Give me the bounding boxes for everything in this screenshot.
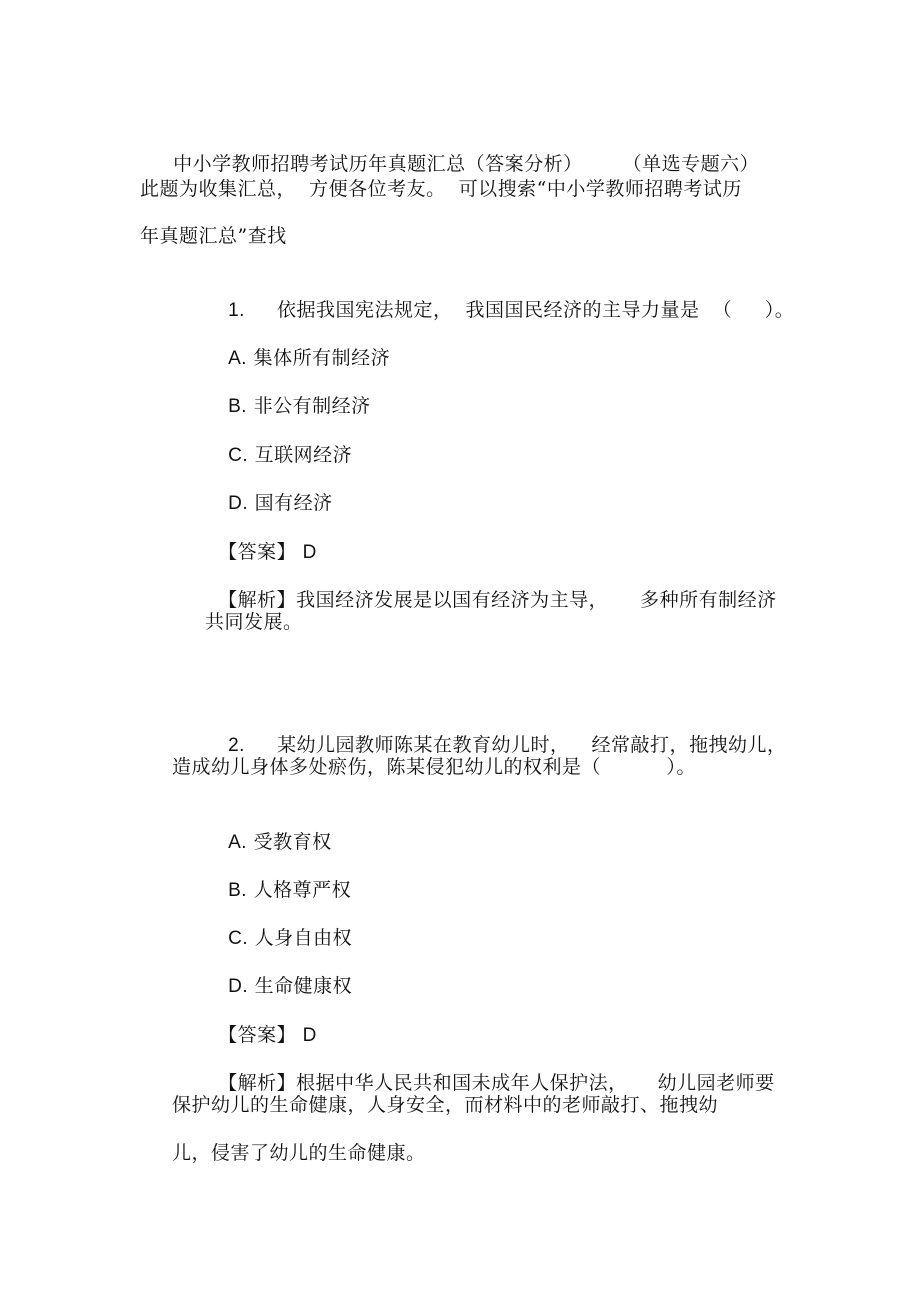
option-letter: D. xyxy=(228,976,249,997)
question-2-option-c xyxy=(215,899,352,952)
analysis-text-cont: 幼儿园老师要 xyxy=(657,1072,775,1094)
question-2-stem xyxy=(215,706,786,759)
option-text: 生命健康权 xyxy=(254,975,353,997)
question-2-analysis-line-2: 保护幼儿的生命健康，人身安全，而材料中的老师敲打、拖拽幼 xyxy=(172,1094,719,1116)
question-2-option-a xyxy=(215,803,332,856)
option-text: 受教育权 xyxy=(253,831,332,853)
question-1-stem-text: 依据我国宪法规定， 我国国民经济的主导力量是 （ ）。 xyxy=(276,299,795,321)
intro-line-2: 年真题汇总”查找 xyxy=(140,225,287,247)
option-letter: B. xyxy=(228,880,248,901)
answer-value: D xyxy=(302,542,317,563)
question-1-option-b xyxy=(215,367,371,420)
question-1-option-a xyxy=(215,319,390,372)
question-1-answer xyxy=(205,513,317,566)
option-letter: C. xyxy=(228,445,249,466)
question-1-analysis-line-2: 共同发展。 xyxy=(205,611,303,633)
document-title xyxy=(160,125,759,177)
question-2-stem-text: 某幼儿园教师陈某在教育幼儿时， xyxy=(276,734,570,756)
intro-line-1: 此题为收集汇总， 方便各位考友。 可以搜索“中小学教师招聘考试历 xyxy=(140,178,742,200)
answer-label: 【答案】 xyxy=(218,1024,297,1046)
question-1-stem xyxy=(215,271,794,324)
option-text: 国有经济 xyxy=(254,492,333,514)
analysis-text: 根据中华人民共和国未成年人保护法， xyxy=(296,1072,628,1094)
analysis-text-cont: 多种所有制经济 xyxy=(640,589,777,611)
option-text: 集体所有制经济 xyxy=(253,347,391,369)
option-letter: C. xyxy=(228,928,249,949)
question-2-analysis-line-3: 儿，侵害了幼儿的生命健康。 xyxy=(172,1142,426,1164)
question-2-stem-text-cont: 经常敲打，拖拽幼儿， xyxy=(591,734,787,756)
question-1-option-c xyxy=(215,416,352,469)
option-text: 非公有制经济 xyxy=(253,395,371,417)
question-2-stem-line-2: 造成幼儿身体多处瘀伤，陈某侵犯幼儿的权利是（ ）。 xyxy=(172,756,696,778)
option-text: 人身自由权 xyxy=(254,927,353,949)
question-2-analysis xyxy=(205,1044,775,1096)
option-letter: D. xyxy=(228,493,249,514)
question-2-option-b xyxy=(215,851,351,904)
question-1-analysis xyxy=(205,561,777,613)
question-1-option-d xyxy=(215,464,333,517)
analysis-label: 【解析】 xyxy=(218,589,297,611)
option-letter: A. xyxy=(228,832,248,853)
answer-label: 【答案】 xyxy=(218,541,297,563)
option-letter: A. xyxy=(228,348,248,369)
option-letter: B. xyxy=(228,396,248,417)
option-text: 人格尊严权 xyxy=(253,879,352,901)
question-2-option-d xyxy=(215,947,352,1000)
title-main: 中小学教师招聘考试历年真题汇总（答案分析） xyxy=(173,153,583,175)
option-text: 互联网经济 xyxy=(254,444,353,466)
answer-value: D xyxy=(302,1025,317,1046)
analysis-text: 我国经济发展是以国有经济为主导， xyxy=(296,589,609,611)
question-2-answer xyxy=(205,996,317,1049)
title-subtitle: （单选专题六） xyxy=(622,153,760,175)
question-1-number: 1. xyxy=(228,300,245,321)
question-2-number: 2. xyxy=(228,735,245,756)
analysis-label: 【解析】 xyxy=(218,1072,297,1094)
